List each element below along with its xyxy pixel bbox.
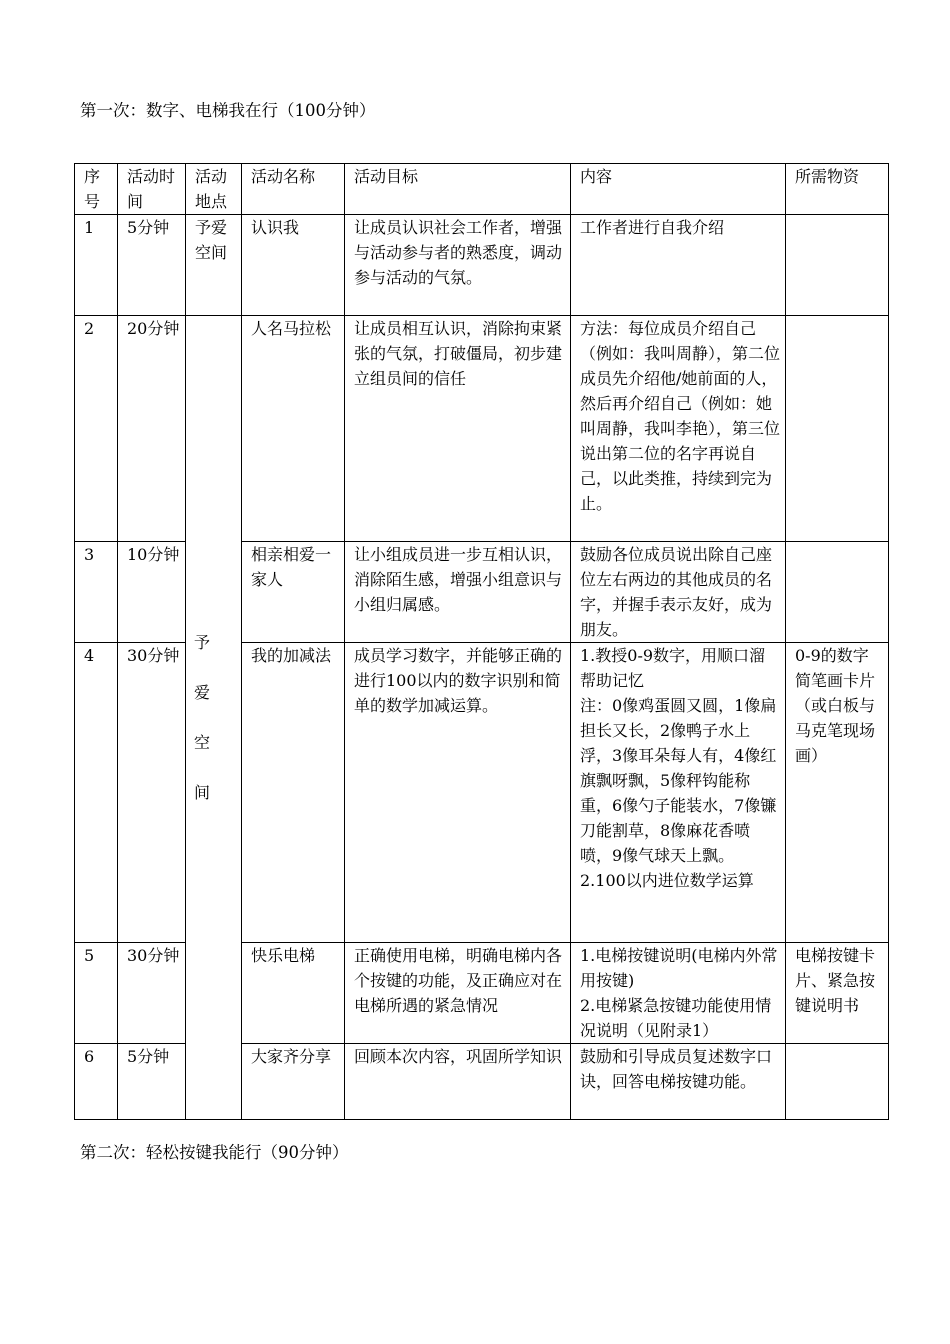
row-no: 6 [75, 1044, 118, 1120]
table-header-row [75, 164, 889, 215]
header-no: 序号 [75, 164, 118, 215]
row-time: 20分钟 [118, 316, 186, 542]
row-content: 方法：每位成员介绍自己（例如：我叫周静），第二位成员先介绍他/她前面的人，然后再介绍自己（例如：她叫周静，我叫李艳），第三位说出第二位的名字再说自己，以此类推，持续到完为止。 [571, 316, 786, 542]
row-time: 10分钟 [118, 542, 186, 643]
row-goal: 让成员相互认识，消除拘束紧张的气氛，打破僵局，初步建立组员间的信任 [345, 316, 571, 542]
content-line: 1.教授0-9数字，用顺口溜帮助记忆 [580, 646, 766, 690]
place-char: 予 [194, 632, 211, 652]
row-materials [786, 215, 889, 316]
content-line: 注：0像鸡蛋圆又圆，1像扁担长又长，2像鸭子水上浮，3像耳朵每人有，4像红旗飘呀飘，5像秤钩能称重，6像勺子能装水，7像镰刀能割草，8像麻花香喷喷，9像气球天上飘。 [580, 696, 777, 865]
content-line: 1.电梯按键说明(电梯内外常用按键) [580, 946, 778, 990]
row-no: 3 [75, 542, 118, 643]
row-materials [786, 542, 889, 643]
row-goal: 回顾本次内容，巩固所学知识 [345, 1044, 571, 1120]
row-time: 30分钟 [118, 943, 186, 1044]
table-row [75, 316, 889, 542]
activity-plan-table [74, 163, 889, 1120]
place-char: 间 [194, 782, 211, 802]
row-content: 鼓励和引导成员复述数字口诀，回答电梯按键功能。 [571, 1044, 786, 1120]
table-row [75, 215, 889, 316]
place-char: 爱 [194, 682, 211, 702]
row-no: 4 [75, 643, 118, 943]
merged-place-cell [186, 316, 242, 1120]
row-name: 我的加减法 [242, 643, 345, 943]
row-name: 人名马拉松 [242, 316, 345, 542]
row-materials [786, 1044, 889, 1120]
session-2-title: 第二次：轻松按键我能行（90分钟） [80, 1143, 349, 1162]
row-materials: 0-9的数字简笔画卡片（或白板与马克笔现场画） [786, 643, 889, 943]
session-1-title: 第一次：数字、电梯我在行（100分钟） [80, 101, 376, 120]
row-time: 5分钟 [118, 215, 186, 316]
header-time: 活动时间 [118, 164, 186, 215]
row-content [571, 943, 786, 1044]
row-content: 鼓励各位成员说出除自己座位左右两边的其他成员的名字，并握手表示友好，成为朋友。 [571, 542, 786, 643]
row-time: 5分钟 [118, 1044, 186, 1120]
row-content [571, 643, 786, 943]
row-no: 5 [75, 943, 118, 1044]
row-materials: 电梯按键卡片、紧急按键说明书 [786, 943, 889, 1044]
row-place: 予爱空间 [186, 215, 242, 316]
header-goal: 活动目标 [345, 164, 571, 215]
row-name: 认识我 [242, 215, 345, 316]
row-goal: 正确使用电梯，明确电梯内各个按键的功能，及正确应对在电梯所遇的紧急情况 [345, 943, 571, 1044]
row-goal: 让小组成员进一步互相认识，消除陌生感，增强小组意识与小组归属感。 [345, 542, 571, 643]
place-char: 空 [194, 732, 211, 752]
row-name: 快乐电梯 [242, 943, 345, 1044]
row-time: 30分钟 [118, 643, 186, 943]
row-goal: 让成员认识社会工作者，增强与活动参与者的熟悉度，调动参与活动的气氛。 [345, 215, 571, 316]
row-name: 大家齐分享 [242, 1044, 345, 1120]
header-name: 活动名称 [242, 164, 345, 215]
content-line: 2.100以内进位数学运算 [580, 871, 754, 890]
row-no: 1 [75, 215, 118, 316]
row-goal: 成员学习数字，并能够正确的进行100以内的数字识别和简单的数学加减运算。 [345, 643, 571, 943]
row-name: 相亲相爱一家人 [242, 542, 345, 643]
header-materials: 所需物资 [786, 164, 889, 215]
content-line: 2.电梯紧急按键功能使用情况说明（见附录1） [580, 996, 772, 1040]
row-materials [786, 316, 889, 542]
row-no: 2 [75, 316, 118, 542]
row-content: 工作者进行自我介绍 [571, 215, 786, 316]
header-place: 活动地点 [186, 164, 242, 215]
header-content: 内容 [571, 164, 786, 215]
